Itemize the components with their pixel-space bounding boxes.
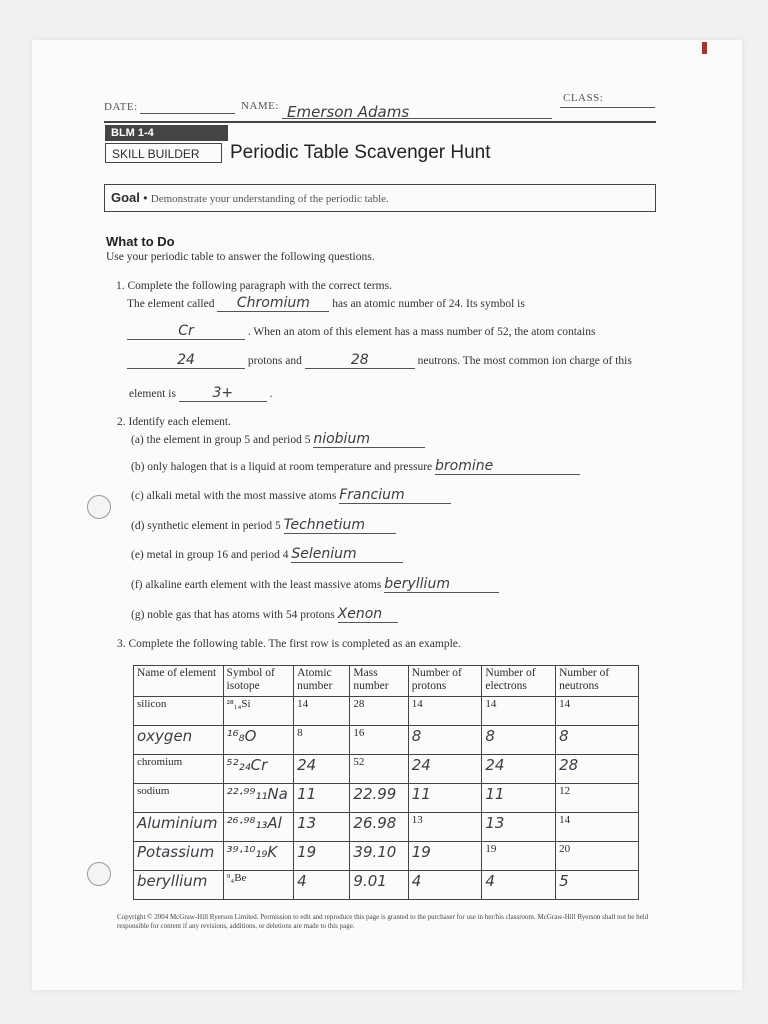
cell-name: beryllium	[134, 871, 224, 900]
q2-item-f	[131, 576, 499, 593]
cell-electrons: 4	[482, 871, 556, 900]
table-row	[134, 784, 639, 813]
q2-item-g	[131, 606, 398, 623]
cell-atomic: 11	[294, 784, 350, 813]
cell-symbol: ⁹₄Be	[223, 871, 294, 900]
q2-answer: Xenon	[338, 606, 398, 623]
q2-question: (a) the element in group 5 and period 5	[131, 434, 311, 446]
table-row	[134, 871, 639, 900]
q1-line3	[127, 352, 632, 369]
cell-atomic: 14	[294, 697, 350, 726]
cell-electrons: 14	[482, 697, 556, 726]
q2-question: (b) only halogen that is a liquid at room temperature and pressure	[131, 461, 433, 473]
isotope-table	[133, 665, 639, 900]
table-row	[134, 842, 639, 871]
binder-hole-top	[87, 495, 111, 519]
q1-text-4: protons and	[247, 355, 302, 367]
q1-text-2: has an atomic number of 24. Its symbol is	[332, 298, 525, 310]
table-row	[134, 755, 639, 784]
goal-text: Demonstrate your understanding of the periodic table.	[150, 193, 389, 205]
q1-text-3: . When an atom of this element has a mass number of 52, the atom contains	[247, 326, 596, 338]
q2-question: (f) alkaline earth element with the least massive atoms	[131, 579, 382, 591]
table-header-row	[134, 666, 639, 697]
cell-symbol: ²⁸₁₄Si	[223, 697, 294, 726]
cell-protons: 4	[408, 871, 482, 900]
cell-symbol: ²⁶·⁹⁸₁₃Al	[223, 813, 294, 842]
cell-name: oxygen	[134, 726, 224, 755]
q1-text-6: element is	[129, 388, 176, 400]
q2-answer: niobium	[313, 431, 425, 448]
cell-name: Potassium	[134, 842, 224, 871]
q1-intro: 1. Complete the following paragraph with the correct terms.	[116, 280, 392, 292]
table-row	[134, 813, 639, 842]
cell-name: sodium	[134, 784, 224, 813]
cell-protons: 11	[408, 784, 482, 813]
col-header-neutrons: Number of neutrons	[556, 666, 639, 697]
q1-answer-symbol: Cr	[127, 323, 245, 340]
q2-answer: Francium	[339, 487, 451, 504]
cell-neutrons: 5	[556, 871, 639, 900]
cell-neutrons: 8	[556, 726, 639, 755]
date-label: DATE:	[104, 101, 138, 113]
cell-name: chromium	[134, 755, 224, 784]
q1-line1	[127, 295, 525, 312]
q1-text-5: neutrons. The most common ion charge of this	[417, 355, 632, 367]
date-line	[140, 113, 235, 114]
table-row	[134, 697, 639, 726]
cell-neutrons: 14	[556, 697, 639, 726]
q2-answer: Technetium	[284, 517, 396, 534]
copyright-notice: Copyright © 2004 McGraw-Hill Ryerson Limited. Permission to edit and reproduce this page is granted to the purchaser for use in her/his classroom. McGraw-Hill Ryerson shall not be held responsible for content if any revisions, additions, or deletions are made to this page.	[117, 913, 649, 930]
q1-answer-element: Chromium	[217, 295, 329, 312]
cell-atomic: 4	[294, 871, 350, 900]
name-value: Emerson Adams	[287, 103, 410, 121]
col-header-protons: Number of protons	[408, 666, 482, 697]
cell-neutrons: 14	[556, 813, 639, 842]
q2-question: (g) noble gas that has atoms with 54 protons	[131, 609, 335, 621]
cell-electrons: 8	[482, 726, 556, 755]
q1-line2	[127, 323, 595, 340]
q2-intro: 2. Identify each element.	[117, 416, 231, 428]
cell-mass: 22.99	[350, 784, 408, 813]
cell-neutrons: 20	[556, 842, 639, 871]
q2-item-d	[131, 517, 396, 534]
q2-question: (d) synthetic element in period 5	[131, 520, 281, 532]
col-header-name: Name of element	[134, 666, 224, 697]
q1-answer-protons: 24	[127, 352, 245, 369]
cell-name: silicon	[134, 697, 224, 726]
what-to-do-heading: What to Do	[106, 234, 175, 249]
binder-hole-bottom	[87, 862, 111, 886]
goal-bullet: •	[143, 191, 148, 205]
q1-text-1: The element called	[127, 298, 215, 310]
corner-mark	[702, 42, 707, 54]
class-line	[560, 107, 655, 108]
cell-mass: 26.98	[350, 813, 408, 842]
cell-electrons: 13	[482, 813, 556, 842]
q1-text-7: .	[269, 388, 273, 400]
cell-protons: 8	[408, 726, 482, 755]
what-to-do-instruction: Use your periodic table to answer the following questions.	[106, 251, 375, 263]
cell-mass: 16	[350, 726, 408, 755]
q2-question: (c) alkali metal with the most massive atoms	[131, 490, 337, 502]
cell-protons: 24	[408, 755, 482, 784]
page-title: Periodic Table Scavenger Hunt	[230, 142, 491, 163]
q2-item-e	[131, 546, 403, 563]
cell-atomic: 13	[294, 813, 350, 842]
cell-mass: 28	[350, 697, 408, 726]
cell-symbol: ²²·⁹⁹₁₁Na	[223, 784, 294, 813]
q2-question: (e) metal in group 16 and period 4	[131, 549, 289, 561]
q1-answer-ion-charge: 3+	[179, 385, 267, 402]
cell-atomic: 8	[294, 726, 350, 755]
name-label: NAME:	[241, 100, 279, 112]
cell-neutrons: 28	[556, 755, 639, 784]
cell-atomic: 19	[294, 842, 350, 871]
q2-item-c	[131, 487, 451, 504]
q2-item-a	[131, 431, 425, 448]
blm-badge: BLM 1-4	[105, 125, 228, 141]
cell-protons: 13	[408, 813, 482, 842]
cell-name: Aluminium	[134, 813, 224, 842]
q1-line4	[129, 385, 273, 402]
header-rule	[104, 121, 656, 123]
q2-answer: Selenium	[291, 546, 403, 563]
cell-mass: 9.01	[350, 871, 408, 900]
q2-item-b	[131, 458, 580, 475]
table-row	[134, 726, 639, 755]
col-header-symbol: Symbol of isotope	[223, 666, 294, 697]
cell-symbol: ¹⁶₈O	[223, 726, 294, 755]
cell-protons: 19	[408, 842, 482, 871]
cell-electrons: 24	[482, 755, 556, 784]
q2-answer: beryllium	[384, 576, 499, 593]
goal-box	[104, 184, 656, 212]
class-label: CLASS:	[563, 92, 604, 104]
cell-electrons: 19	[482, 842, 556, 871]
cell-protons: 14	[408, 697, 482, 726]
cell-mass: 52	[350, 755, 408, 784]
col-header-mass: Mass number	[350, 666, 408, 697]
goal-label: Goal	[111, 190, 140, 205]
cell-symbol: ³⁹·¹⁰₁₉K	[223, 842, 294, 871]
q2-answer: bromine	[435, 458, 580, 475]
cell-electrons: 11	[482, 784, 556, 813]
cell-symbol: ⁵²₂₄Cr	[223, 755, 294, 784]
q3-intro: 3. Complete the following table. The first row is completed as an example.	[117, 638, 461, 650]
cell-mass: 39.10	[350, 842, 408, 871]
col-header-electrons: Number of electrons	[482, 666, 556, 697]
cell-neutrons: 12	[556, 784, 639, 813]
col-header-atomic: Atomic number	[294, 666, 350, 697]
skill-builder-label: SKILL BUILDER	[105, 143, 222, 163]
q1-answer-neutrons: 28	[305, 352, 415, 369]
cell-atomic: 24	[294, 755, 350, 784]
